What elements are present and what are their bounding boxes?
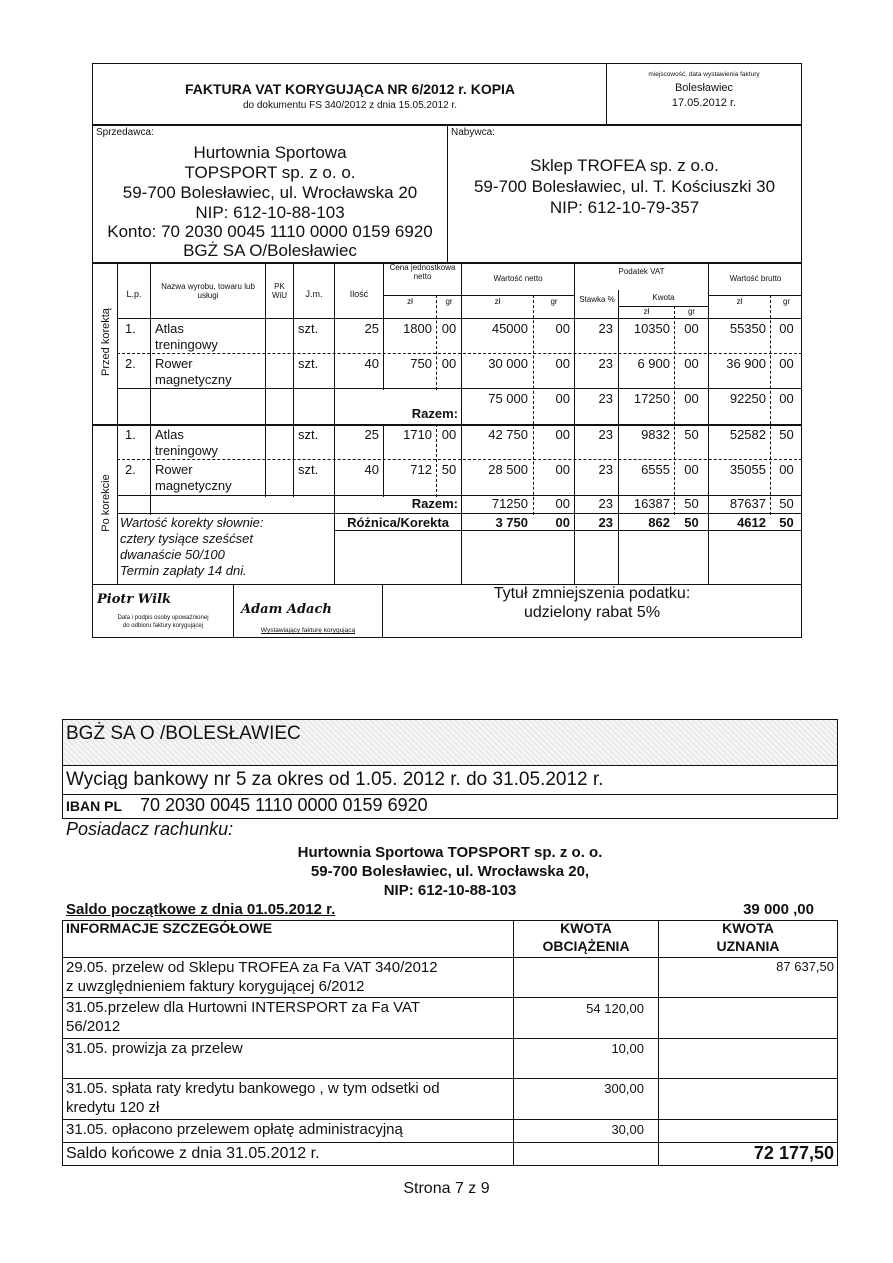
cell-vat-zl: 9832 bbox=[641, 427, 670, 442]
cell-net-zl: 45000 bbox=[491, 321, 528, 336]
iban-label: IBAN PL bbox=[66, 798, 122, 814]
header-pkwiu: PK WiU bbox=[271, 282, 288, 300]
cell-vat-gr: 00 bbox=[684, 462, 699, 477]
cell-vat-gr: 00 bbox=[684, 356, 699, 371]
header-net: Wartość netto bbox=[493, 274, 543, 283]
cell-rate: 23 bbox=[598, 462, 613, 477]
header-gross: Wartość brutto bbox=[729, 274, 782, 283]
issue-place: Bolesławiec bbox=[674, 82, 734, 94]
cell-net-gr: 00 bbox=[555, 515, 570, 530]
after-correction-label: Po korekcie bbox=[100, 474, 112, 532]
cell-qty: 25 bbox=[364, 321, 379, 336]
cell-net-zl: 75 000 bbox=[488, 391, 528, 406]
header-jm: J.m. bbox=[305, 289, 323, 299]
cell-gross-gr: 00 bbox=[779, 462, 794, 477]
seller-line: BGŻ SA O/Bolesławiec bbox=[183, 241, 357, 260]
cell-net-gr: 00 bbox=[555, 391, 570, 406]
statement-title: Wyciąg bankowy nr 5 za okres od 1.05. 2012 r. do 31.05.2012 r. bbox=[66, 769, 604, 790]
cell-price-zl: 1800 bbox=[403, 321, 432, 336]
opening-balance-label: Saldo początkowe z dnia 01.05.2012 r. bbox=[66, 901, 336, 918]
cell-vat-zl: 6555 bbox=[641, 462, 670, 477]
cell-net-gr: 00 bbox=[555, 427, 570, 442]
issue-date: 17.05.2012 r. bbox=[671, 97, 737, 109]
cell-qty: 25 bbox=[364, 427, 379, 442]
cell-name: Atlas bbox=[155, 427, 184, 442]
seller-line: Konto: 70 2030 0045 1110 0000 0159 6920 bbox=[107, 222, 433, 241]
col-debit-header: KWOTA bbox=[560, 920, 612, 936]
header-net-gr: gr bbox=[550, 297, 558, 306]
reason-line: udzielony rabat 5% bbox=[523, 604, 661, 621]
cell-price-gr: 00 bbox=[441, 427, 457, 442]
issuer-caption: Wystawiający fakturę korygującą bbox=[260, 627, 356, 634]
before-correction-label: Przed korektą bbox=[100, 308, 112, 376]
buyer-label: Nabywca: bbox=[451, 127, 495, 138]
reason-line: Tytuł zmniejszenia podatku: bbox=[493, 585, 691, 602]
col-credit-header: UZNANIA bbox=[716, 938, 780, 954]
cell-rate: 23 bbox=[598, 356, 613, 371]
words-line: cztery tysiące sześćset bbox=[120, 531, 253, 546]
cell-vat-gr: 50 bbox=[684, 427, 699, 442]
cell-vat-zl: 6 900 bbox=[637, 356, 670, 371]
holder-label: Posiadacz rachunku: bbox=[66, 819, 234, 839]
cell-name: treningowy bbox=[155, 443, 218, 458]
txn-desc: 31.05. prowizja za przelew bbox=[66, 1040, 243, 1057]
cell-gross-gr: 00 bbox=[779, 356, 794, 371]
txn-debit: 30,00 bbox=[611, 1122, 644, 1137]
cell-price-gr: 00 bbox=[441, 356, 457, 371]
seller-line: Hurtownia Sportowa bbox=[193, 143, 347, 162]
cell-gross-zl: 92250 bbox=[729, 391, 766, 406]
payment-term: Termin zapłaty 14 dni. bbox=[120, 563, 247, 578]
closing-balance-label: Saldo końcowe z dnia 31.05.2012 r. bbox=[66, 1145, 320, 1162]
cell-name: Atlas bbox=[155, 321, 184, 336]
difference-label: Różnica/Korekta bbox=[347, 515, 449, 530]
txn-debit: 10,00 bbox=[611, 1041, 644, 1056]
before-total-label: Razem: bbox=[411, 406, 458, 421]
cell-price-zl: 1710 bbox=[403, 427, 432, 442]
header-price-gr: gr bbox=[445, 297, 453, 306]
cell-lp: 1. bbox=[125, 427, 136, 442]
invoice-title: FAKTURA VAT KORYGUJĄCA NR 6/2012 r. KOPIA bbox=[184, 81, 516, 97]
cell-name: magnetyczny bbox=[155, 478, 232, 493]
cell-vat-zl: 17250 bbox=[633, 391, 670, 406]
cell-price-zl: 712 bbox=[410, 462, 432, 477]
col-debit-header: OBCIĄŻENIA bbox=[542, 938, 630, 954]
header-price-zl: zł bbox=[407, 297, 413, 306]
page-number: Strona 7 z 9 bbox=[403, 1180, 490, 1197]
cell-rate: 23 bbox=[598, 515, 613, 530]
cell-net-zl: 42 750 bbox=[488, 427, 528, 442]
cell-rate: 23 bbox=[598, 391, 613, 406]
seller-label: Sprzedawca: bbox=[96, 127, 154, 138]
cell-net-zl: 3 750 bbox=[495, 515, 528, 530]
holder-line: 59-700 Bolesławiec, ul. Wrocławska 20, bbox=[310, 863, 590, 880]
txn-desc: 31.05.przelew dla Hurtowni INTERSPORT za Fa VAT bbox=[66, 999, 421, 1016]
header-vat-zl: zł bbox=[643, 307, 650, 316]
header-gross-zl: zł bbox=[736, 297, 743, 306]
cell-name: treningowy bbox=[155, 337, 218, 352]
cell-rate: 23 bbox=[598, 496, 613, 511]
closing-balance-value: 72 177,50 bbox=[753, 1143, 834, 1163]
header-vat: Podatek VAT bbox=[618, 267, 665, 276]
cell-vat-gr: 50 bbox=[684, 496, 699, 511]
cell-jm: szt. bbox=[298, 356, 319, 371]
cell-jm: szt. bbox=[298, 321, 319, 336]
opening-balance-value: 39 000 ,00 bbox=[743, 901, 814, 918]
cell-net-zl: 71250 bbox=[491, 496, 528, 511]
col-credit-header: KWOTA bbox=[722, 920, 774, 936]
cell-name: Rower bbox=[155, 356, 193, 371]
cell-net-gr: 00 bbox=[555, 321, 570, 336]
txn-debit: 54 120,00 bbox=[586, 1001, 644, 1016]
cell-vat-gr: 00 bbox=[684, 391, 699, 406]
cell-vat-zl: 16387 bbox=[633, 496, 670, 511]
header-name: Nazwa wyrobu, towaru lub usługi bbox=[161, 282, 255, 300]
holder-line: NIP: 612-10-88-103 bbox=[383, 882, 517, 899]
txn-credit: 87 637,50 bbox=[776, 959, 834, 974]
issuer-signature: Adam Adach bbox=[241, 602, 332, 617]
cell-net-gr: 00 bbox=[555, 462, 570, 477]
cell-net-gr: 00 bbox=[555, 356, 570, 371]
cell-gross-gr: 50 bbox=[779, 515, 794, 530]
header-price: Cena jednostkowa netto bbox=[389, 263, 456, 281]
buyer-line: NIP: 612-10-79-357 bbox=[549, 198, 700, 217]
cell-jm: szt. bbox=[298, 462, 319, 477]
txn-desc: 31.05. spłata raty kredytu bankowego , w tym odsetki od bbox=[66, 1080, 440, 1097]
header-gross-gr: gr bbox=[782, 297, 791, 306]
header-lp: L.p. bbox=[126, 289, 142, 299]
seller-line: 59-700 Bolesławiec, ul. Wrocławska 20 bbox=[122, 183, 418, 202]
cell-gross-zl: 55350 bbox=[729, 321, 766, 336]
cell-qty: 40 bbox=[364, 356, 379, 371]
cell-name: magnetyczny bbox=[155, 372, 232, 387]
cell-gross-gr: 00 bbox=[779, 391, 794, 406]
header-rate: Stawka % bbox=[579, 295, 615, 304]
iban-number: 70 2030 0045 1110 0000 0159 6920 bbox=[140, 795, 428, 815]
cell-gross-gr: 00 bbox=[779, 321, 794, 336]
txn-desc: kredytu 120 zł bbox=[66, 1099, 160, 1116]
after-total-label: Razem: bbox=[411, 496, 458, 511]
txn-desc: z uwzględnieniem faktury korygującej 6/2012 bbox=[66, 978, 365, 995]
cell-vat-zl: 862 bbox=[648, 515, 670, 530]
header-vat-amount: Kwota bbox=[652, 293, 675, 302]
header-vat-gr: gr bbox=[687, 307, 696, 316]
buyer-line: 59-700 Bolesławiec, ul. T. Kościuszki 30 bbox=[473, 177, 776, 196]
cell-gross-zl: 87637 bbox=[729, 496, 766, 511]
txn-debit: 300,00 bbox=[604, 1081, 644, 1096]
cell-qty: 40 bbox=[364, 462, 379, 477]
cell-net-zl: 28 500 bbox=[488, 462, 528, 477]
seller-line: NIP: 612-10-88-103 bbox=[195, 203, 345, 222]
cell-gross-gr: 50 bbox=[779, 427, 794, 442]
txn-desc: 31.05. opłacono przelewem opłatę administracyjną bbox=[66, 1121, 403, 1138]
words-line: Wartość korekty słownie: bbox=[120, 515, 264, 530]
cell-net-zl: 30 000 bbox=[488, 356, 528, 371]
cell-gross-zl: 4612 bbox=[737, 515, 766, 530]
cell-net-gr: 00 bbox=[555, 496, 570, 511]
cell-price-zl: 750 bbox=[410, 356, 432, 371]
cell-gross-gr: 50 bbox=[779, 496, 794, 511]
cell-gross-zl: 35055 bbox=[729, 462, 766, 477]
cell-lp: 2. bbox=[125, 356, 136, 371]
cell-price-gr: 50 bbox=[441, 462, 457, 477]
receiver-caption: Data i podpis osoby upoważnionej bbox=[117, 615, 209, 621]
bank-name: BGŻ SA O /BOLESŁAWIEC bbox=[66, 723, 301, 744]
cell-gross-zl: 36 900 bbox=[726, 356, 766, 371]
invoice-subtitle: do dokumentu FS 340/2012 z dnia 15.05.2012 r. bbox=[242, 100, 458, 111]
header-qty: Ilość bbox=[349, 289, 369, 299]
cell-lp: 2. bbox=[125, 462, 136, 477]
header-net-zl: zł bbox=[494, 297, 501, 306]
receiver-caption: do odbioru faktury korygującej bbox=[122, 623, 204, 629]
cell-name: Rower bbox=[155, 462, 193, 477]
cell-jm: szt. bbox=[298, 427, 319, 442]
cell-price-gr: 00 bbox=[441, 321, 457, 336]
col-info-header: INFORMACJE SZCZEGÓŁOWE bbox=[66, 920, 273, 936]
txn-desc: 56/2012 bbox=[66, 1018, 121, 1035]
cell-rate: 23 bbox=[598, 427, 613, 442]
cell-rate: 23 bbox=[598, 321, 613, 336]
holder-line: Hurtownia Sportowa TOPSPORT sp. z o. o. bbox=[297, 844, 603, 861]
cell-vat-gr: 50 bbox=[684, 515, 699, 530]
txn-desc: 29.05. przelew od Sklepu TROFEA za Fa VAT 340/2012 bbox=[66, 959, 438, 976]
cell-vat-gr: 00 bbox=[684, 321, 699, 336]
buyer-line: Sklep TROFEA sp. z o.o. bbox=[530, 156, 719, 175]
cell-lp: 1. bbox=[125, 321, 136, 336]
place-label: miejscowość, data wystawienia faktury bbox=[648, 71, 760, 78]
cell-vat-zl: 10350 bbox=[633, 321, 670, 336]
seller-line: TOPSPORT sp. z o. o. bbox=[184, 163, 356, 182]
words-line: dwanaście 50/100 bbox=[120, 547, 225, 562]
receiver-signature: Piotr Wilk bbox=[97, 592, 172, 607]
cell-gross-zl: 52582 bbox=[729, 427, 766, 442]
